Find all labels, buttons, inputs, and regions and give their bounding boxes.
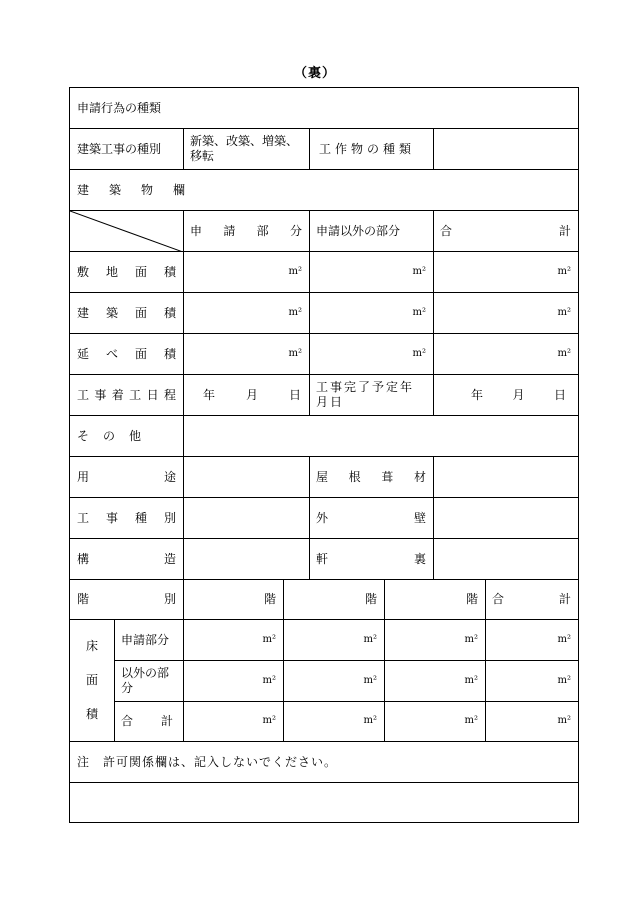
roof-material-field[interactable] xyxy=(433,456,578,497)
construction-start-date[interactable]: 年 月 日 xyxy=(203,387,301,402)
floor-col-3[interactable]: 階 xyxy=(465,592,478,606)
work-type-label: 工 事 種 別 xyxy=(77,510,176,525)
total-header: 合 計 xyxy=(440,223,571,238)
floor-total-header: 合 計 xyxy=(492,592,571,606)
eaves-label: 軒 裏 xyxy=(316,551,426,566)
note-text: 注 許可関係欄は、記入しないでください。 xyxy=(77,754,338,769)
work-type-field[interactable] xyxy=(183,497,309,538)
floor-area-other-label: 以外の部分 xyxy=(121,665,170,695)
building-area-applied[interactable]: m² xyxy=(288,306,302,318)
site-area-applied[interactable]: m² xyxy=(288,265,302,277)
building-area-total[interactable]: m² xyxy=(557,306,571,318)
site-area-label: 敷 地 面 積 xyxy=(77,264,176,279)
construction-start-label: 工 事 着 工 日 程 xyxy=(77,387,176,402)
application-type-label: 申請行為の種類 xyxy=(77,101,162,115)
page-title: （裏） xyxy=(293,66,336,81)
construction-type-label: 建築工事の種別 xyxy=(77,141,162,156)
floor-area-applied-1[interactable]: m² xyxy=(262,633,276,645)
floor-col-1[interactable]: 階 xyxy=(263,592,276,606)
use-field[interactable] xyxy=(183,456,309,497)
floor-area-other-2[interactable]: m² xyxy=(363,674,377,686)
eaves-field[interactable] xyxy=(433,538,578,579)
floor-area-total-1[interactable]: m² xyxy=(262,715,276,726)
floor-area-total-label: 合 計 xyxy=(121,714,173,728)
floors-label: 階 別 xyxy=(77,592,176,606)
diagonal-header-cell xyxy=(70,211,183,252)
exterior-wall-label: 外 壁 xyxy=(316,510,426,525)
use-label: 用 途 xyxy=(77,469,176,484)
structure-field[interactable] xyxy=(183,538,309,579)
completion-date[interactable]: 年 月 日 xyxy=(471,387,566,402)
floor-area-other-total[interactable]: m² xyxy=(557,674,571,686)
other-label: そ の 他 xyxy=(77,428,141,443)
floor-area-applied-total[interactable]: m² xyxy=(557,633,571,645)
floor-col-2[interactable]: 階 xyxy=(364,592,377,606)
total-floor-area-total[interactable]: m² xyxy=(557,347,571,359)
site-area-other[interactable]: m² xyxy=(412,265,426,277)
other-part-header: 申請以外の部分 xyxy=(316,223,401,238)
floor-area-other-1[interactable]: m² xyxy=(262,674,276,686)
building-section-label: 建築物欄 xyxy=(77,182,206,197)
completion-date-label: 工事完了予定年月日 xyxy=(316,379,415,409)
floor-area-total-2[interactable]: m² xyxy=(363,715,377,726)
floor-area-applied-label: 申請部分 xyxy=(121,632,170,647)
total-floor-area-applied[interactable]: m² xyxy=(288,347,302,359)
application-form-back xyxy=(69,87,579,823)
floor-area-grand-total[interactable]: m² xyxy=(557,715,571,726)
floor-area-group-label: 床 面 積 xyxy=(85,639,98,721)
site-area-total[interactable]: m² xyxy=(557,265,571,277)
structure-type-label: 工作物の種類 xyxy=(319,141,416,156)
exterior-wall-field[interactable] xyxy=(433,497,578,538)
floor-area-applied-2[interactable]: m² xyxy=(363,633,377,645)
building-area-label: 建 築 面 積 xyxy=(77,305,176,320)
other-field[interactable] xyxy=(183,415,578,456)
applied-part-header: 申 請 部 分 xyxy=(190,223,302,238)
construction-type-value: 新築、改築、増築、移転 xyxy=(190,133,299,163)
structure-type-field[interactable] xyxy=(433,128,578,169)
total-floor-area-label: 延 べ 面 積 xyxy=(77,346,176,361)
building-area-other[interactable]: m² xyxy=(412,306,426,318)
structure-label: 構 造 xyxy=(77,551,176,566)
floor-area-applied-3[interactable]: m² xyxy=(464,633,478,645)
roof-material-label: 屋 根 葺 材 xyxy=(316,469,426,484)
blank-bottom-row[interactable] xyxy=(70,782,578,822)
floor-area-other-3[interactable]: m² xyxy=(464,674,478,686)
floor-area-total-3[interactable]: m² xyxy=(464,715,478,726)
total-floor-area-other[interactable]: m² xyxy=(412,347,426,359)
